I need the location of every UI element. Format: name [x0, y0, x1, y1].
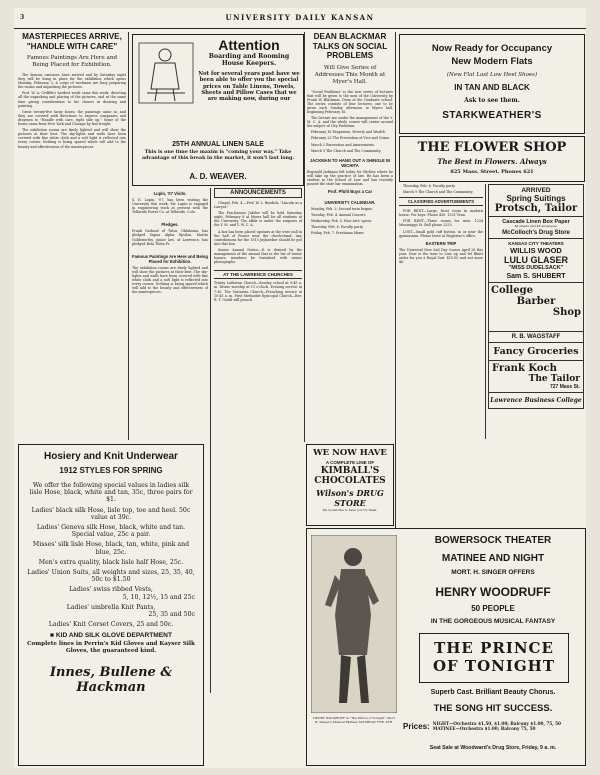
- churches-body: Trinity Lutheran Church—Sunday school at 9:45 a. m. Divine worship at 11 o'clock. Evening service at 7:30. The Unitarian Church—Preaching service at 10:45 a. m. First Methodist Episcopal Church—Rev. R. T. Gould will preach.: [214, 281, 302, 302]
- talks-body: "Social Problems" is the new series of lectures that will be given to the men of the University by Frank W. Blackmar, Dean of the Graduate school. The series consists of four lectures, one to be given each Sunday afternoon in Myers hall, beginning February 16. The lecture are under the management of the Y. M. C. A. and the whole course will center around the subject of City Problems. February 16 Pauperism. Poverty and Wealth. February 23 The Prevention of Vice and Crime. March 2 Recreation and Amusements. March 9 The Church and The Community.: [307, 89, 393, 153]
- attention-ad: [132, 34, 304, 186]
- college-barber-ad: College Barber Shop: [488, 283, 584, 332]
- announcements-list: [214, 201, 302, 264]
- attention-event: 25TH ANNUAL LINEN SALE: [172, 141, 264, 148]
- classified-item: LOST—Small gold cuff button, in or near the gymnasium. Please leave at Registrar's office.: [399, 229, 483, 238]
- right-ads-column: [488, 184, 584, 524]
- lupin-body: S. E. Lupin, '07, has been visiting the University this week. Mr. Lupin is engaged in engineering work at present with the Telluride Power Co. at Telluride, Colo.: [132, 198, 208, 215]
- announcement-item: The Pan-Kansas Jubilee will be held Saturday night, February 8 at Myers hall for all students at the University. The affair is under the auspices of the Y. M. and Y. W. C. A.: [214, 211, 302, 228]
- bowersock-theater-ad: BOWERSOCK THEATER MATINEE AND NIGHT MORT. H. SINGER OFFERS HENRY WOODRUFF 50 PEOPLE IN THE GORGEOUS MUSICAL FANTASY THE PRINCE OF TONIGHT Superb Cast. Brilliant Beauty Chorus. THE SONG HIT SUCCESS. Prices: NIGHT—Orchestra $1.50, $1.00; Balcony $1.00, 75, 50 MATINEE—Orchestra $1.00; Balcony 75, 50 Seat Sale at Woodward's Drug Store, Friday, 9 a. m. HENRY WOODRUFF in "The Prince of Tonight." Mort H. Singer's Musical Fantasy SATURDAY, FEB. 8TH.: [306, 528, 586, 766]
- cascade-ad: Cascade Linen Box Paper 48 sheets and 48 envelopes. McColloch's Drug Store: [488, 217, 584, 239]
- flower-address: 825 Mass. Street. Phones 621: [450, 169, 534, 175]
- col5-news: Thursday, Feb. 6. Faculty party. March 9 The Church and The Community.: [403, 184, 474, 195]
- classified-column: [399, 184, 483, 439]
- business-college-ad: Lawrence Business College: [488, 393, 584, 409]
- classified-list: [399, 209, 483, 238]
- occupancy-ask: Ask to see them.: [464, 97, 520, 104]
- knit-title: Hosiery and Knit Underwear: [44, 451, 178, 462]
- pledges-head: Pledges.: [161, 222, 179, 228]
- football-head: EASTERN TRIP: [425, 240, 457, 246]
- talks-column: [307, 32, 393, 440]
- occupancy-title: Now Ready for Occupancy: [431, 43, 553, 54]
- flower-title: THE FLOWER SHOP: [417, 140, 567, 155]
- occupancy-tagline: (New Flat Last Low Heel Shoes): [446, 72, 538, 78]
- wagstaff: R. B. WAGSTAFF: [488, 332, 584, 343]
- actor-photo: [311, 535, 397, 713]
- newspaper-page: [14, 8, 586, 768]
- kc-theaters-ad: KANSAS CITY THEATERS WILLIS WOOD LULU GLASER "MISS DUDELSACK" Sam S. SHUBERT: [488, 239, 584, 283]
- art-body: The famous canvases have arrived and by Saturday night they will be hung in place for the exhibition which opens Monday, February 3. A corps of workmen are busy preparing the rooms and unpacking the pictures. Prof. W. A. Griffith's hardest week came this week, directing all the unpacking and placing of the pictures, and at the same time giving consideration to his classes in drawing and painting. Great twenty-five large boxes, the paintings came in, and they are covered with directions to express companies and draymen to "Handle with care, right side up." Some of the boxes came from New York and Chicago by fast freight. The exhibition rooms are finely lighted and will show the pictures at their best. The sky-lights and walls have been covered with fine white cloth and a soft light is reflected into every corner. Nothing is being spared which will add to the beauty and effectiveness of the masterpieces.: [18, 73, 126, 149]
- announcement-item: A box has been placed upstairs at the west wall in the hall of Fraser near the check-stand. Any contributions for the 1913 Jayhawker should be put into this box.: [214, 229, 302, 246]
- occupancy-sub: New Modern Flats: [451, 56, 533, 67]
- masthead: [14, 8, 586, 29]
- classified-item: FOR RENT—Three rooms for men. 1234 Mississippi St. Bell phone 2253.: [399, 219, 483, 228]
- calendar-head: UNIVERSITY CALENDAR.: [324, 200, 376, 206]
- churches-head: AT THE LAWRENCE CHURCHES: [214, 270, 302, 279]
- pledges-body: Frank Garlund of Tulsa, Oklahoma, has pledged Sigma Alpha Epsilon. Martin Goldsworthy, junior law, of Lawrence, has pledged Beta Theta Pi.: [132, 229, 208, 246]
- attention-sub: Boarding and Rooming House Keepers.: [208, 53, 290, 68]
- protsch-ad: ARRIVED Spring Suitings Protsch, Tailor: [488, 184, 584, 217]
- flower-tagline: The Best in Flowers. Always: [437, 157, 547, 166]
- attention-body: Not for several years past have we been able to offer you the special prices on Table Linens, Towels, Sheets and Pillow Cases that we are making now, during our: [198, 70, 300, 103]
- pfuhl-head: Prof. Pfuhl Buys a Car: [327, 189, 373, 195]
- knit-signature: Innes, Bullene & Hackman: [49, 664, 173, 695]
- knit-list: We offer the following special values in ladies silk lisle Hose, black, white and tan, 35c, three pairs for $1. Ladies' black silk Hose, lisle top, toe and heel. 50c value at 39c. Ladies' Geneva silk Hose, black, white and tan. Special value, 25c a pair. Misses' silk lisle Hose, black, tan, white, pink and blue, 25c. Men's extra quality, black lisle half Hose, 25c. Ladies' Union Suits, all weights and sizes, 25, 35, 40, 50c to $1.50 Ladies' swiss ribbed Vests, 5, 10, 12½, 15 and 25c Ladies' umbrella Knit Pants, 25, 35 and 50c Ladies' Knit Corset Covers, 25 and 50c.: [27, 482, 195, 629]
- attention-event-body: This is one time the maxim is "coming your way." Take advantage of this break in the market, it won't last long.: [141, 149, 295, 161]
- art-story: [18, 32, 126, 440]
- ticket-prices: Prices: NIGHT—Orchestra $1.50, $1.00; Balcony $1.00, 75, 50 MATINEE—Orchestra $1.00; Balcony 75, 50: [403, 721, 561, 732]
- talks-subhead: Will Give Series of Addresses This Month at Myer's Hall.: [314, 64, 386, 85]
- knit-sub: 1912 STYLES FOR SPRING: [59, 466, 163, 475]
- koch-ad: Frank Koch The Tailor 727 Mass St.: [488, 361, 584, 393]
- actor-caption: HENRY WOODRUFF in "The Prince of Tonight." Mort H. Singer's Musical Fantasy SATURDAY, FEB. 8TH.: [313, 716, 395, 724]
- attention-signature: A. D. WEAVER.: [189, 172, 247, 181]
- glove-body: Complete lines in Perrin's Kid Gloves and Kayser Silk Gloves, the guaranteed kind.: [27, 641, 195, 655]
- announcements-column: [214, 188, 302, 693]
- classified-head: CLASSIFIED ADVERTISEMENTS: [399, 197, 483, 206]
- occupancy-brand: STARKWEATHER'S: [442, 110, 542, 121]
- jackman-body: Reginald Jackman left today for Wichita where he will take up the practice of law. He has been a student in the School of Law and has recently passed the state bar examination.: [307, 169, 393, 186]
- page-number: 3: [20, 14, 26, 21]
- football-body: The Universal New Sail Day Comes April 26 this year. Now is the time to Line up and let Bluitt order for you a Royal Suit. $15.00 and not more $6.: [399, 247, 483, 265]
- jackman-head: JACKMAN TO HANG OUT A SHINGLE IN WICHITA: [309, 157, 391, 168]
- art-headline: MASTERPIECES ARRIVE, "HANDLE WITH CARE": [22, 32, 122, 51]
- lupin-head: Lupin, '07 Visits.: [153, 191, 187, 196]
- knit-underwear-ad: [18, 444, 204, 766]
- flower-shop-ad: [399, 136, 585, 182]
- clerk-illustration: [137, 41, 195, 105]
- kimball-chocolates-ad: WE NOW HAVE A COMPLETE LINE OF KIMBALL'S CHOCOLATES Wilson's DRUG STORE We would like to have you try them.: [306, 444, 394, 526]
- calendar-list: Monday, Feb. 3. Second term begins. Tuesday, Feb. 4. Annual Concert. Wednesday, Feb. 5. Fine Arts' opera. Thursday, Feb. 6. Faculty party. Friday, Feb. 7. Freshman Mixer.: [311, 207, 373, 236]
- classified-item: FOR RENT—Large, front room in modern house. For boys. Phone 430. 1331 Tenn.: [399, 209, 483, 218]
- column-two-news: [132, 188, 208, 440]
- masthead-title: UNIVERSITY DAILY KANSAN: [225, 13, 375, 22]
- play-title-box: THE PRINCE OF TONIGHT: [419, 633, 569, 683]
- announcement-item: Senior Annual Notice—It is desired by the management of the annual that in the list of senior honors, members be furnished with senior photographs.: [214, 247, 302, 265]
- attention-title: Attention: [218, 37, 280, 53]
- occupancy-colors: IN TAN AND BLACK: [454, 83, 530, 92]
- talks-headline: DEAN BLACKMAR TALKS ON SOCIAL PROBLEMS: [312, 32, 388, 60]
- announcements-head: ANNOUNCEMENTS: [214, 188, 302, 198]
- glove-head: ■ KID AND SILK GLOVE DEPARTMENT: [50, 632, 172, 640]
- occupancy-ad: [399, 34, 585, 134]
- announcement-item: Chapel, Feb. 4.—Prof. W. L. Burdick, "Lincoln as a Lawyer.": [214, 201, 302, 210]
- art-note-head: Famous Paintings Are Here and Being Placed for Exhibition.: [132, 253, 208, 264]
- art-subhead: Famous Paintings Are Here and Being Placed for Exhibition.: [26, 55, 118, 68]
- fancy-groceries: Fancy Groceries: [488, 343, 584, 361]
- glove-bullet-icon: ■: [50, 632, 56, 640]
- art-note-body: The exhibition rooms are finely lighted and will show the pictures at their best. The sky-lights and walls have been covered with fine white cloth and a soft light is reflected into every corner. Nothing is being spared which will add to the beauty and effectiveness of the masterpieces.: [132, 265, 208, 295]
